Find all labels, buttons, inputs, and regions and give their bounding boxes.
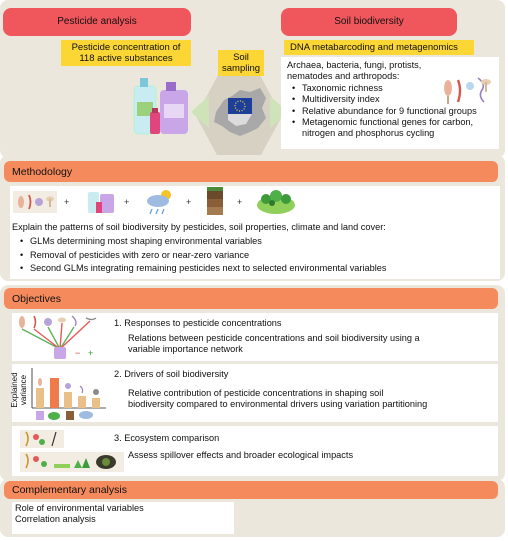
objective-1-description [128,333,420,356]
land-cover-icon [256,187,296,215]
objective-1-heading: 1. Responses to pesticide concentrations [114,318,282,328]
methodology-item: • Removal of pesticides with zero or near-zero variance [20,249,498,263]
objective-1-line1: Relations between pesticide concentrations and soil biodiversity using a [128,333,420,343]
objectives-title: Objectives [4,288,498,309]
organisms-line2: nematodes and arthropods: [287,71,400,82]
pesticide-concentration-tag [61,40,191,66]
soil-profile-icon [205,187,225,215]
plus-sign: + [186,197,192,207]
climate-icon [144,187,176,215]
soil-sampling-tag [218,50,264,76]
metric-item: • Taxonomic richness [292,83,493,94]
methodology-title: Methodology [4,161,498,182]
organisms-mini-icon [13,191,57,213]
metric-item: • Relative abundance for 9 functional groups [292,106,493,117]
pesticide-analysis-title: Pesticide analysis [3,8,191,36]
explained-variance-line2: variance [19,374,28,406]
methodology-item: • Second GLMs integrating remaining pesticides next to selected environmental variables [20,262,498,276]
objective-2-description [128,388,427,411]
organisms-line1: Archaea, bacteria, fungi, protists, [287,60,422,70]
methodology-intro: Explain the patterns of soil biodiversity by pesticides, soil properties, climate and land cover: [12,222,386,232]
dna-metabarcoding-tag: DNA metabarcoding and metagenomics [284,40,474,55]
objective-2-line2: biodiversity compared to environmental drivers using variation partitioning [128,399,428,410]
metric-continuation: nitrogen and phosphorus cycling [302,128,435,139]
complementary-line1: Role of environmental variables [15,503,144,513]
soil-biodiversity-title: Soil biodiversity [281,8,457,36]
objective-2-heading: 2. Drivers of soil biodiversity [114,369,229,379]
objective-1-line2: variable importance network [128,344,243,355]
soil-organisms-icon [440,74,492,106]
variance-partitioning-icon [30,366,110,422]
soil-sampling-line1: Soil [233,52,249,63]
soil-sampling-line2: sampling [222,63,261,74]
complementary-box [12,502,234,534]
objective-2-line1: Relative contribution of pesticide concentrations in shaping soil [128,388,384,398]
objective-3-heading: 3. Ecosystem comparison [114,433,220,443]
explained-variance-label [10,364,28,416]
network-minus-sign: − [75,348,81,358]
metric-item: • Metagenomic functional genes for carbon, [292,117,493,128]
plus-sign: + [64,197,70,207]
pesticide-mini-icon [86,188,116,214]
plus-sign: + [124,197,130,207]
objective-3-description: Assess spillover effects and broader ecological impacts [128,450,354,460]
methodology-text [12,222,498,276]
complementary-line2: Correlation analysis [15,514,96,525]
pesticide-tag-line1: Pesticide concentration of [71,42,181,53]
pesticide-tag-line2: 118 active substances [79,53,173,64]
network-plus-sign: + [88,348,94,358]
methodology-list [20,235,498,276]
pesticide-bottles-icon [132,76,192,138]
methodology-item: • GLMs determining most shaping environmental variables [20,235,498,249]
explained-variance-line1: Explained [10,372,19,408]
plus-sign: + [237,197,243,207]
left-arrow-icon [191,96,209,128]
metric-item: • Multidiversity index [292,94,493,105]
complementary-title: Complementary analysis [4,481,498,499]
europe-map-icon [210,82,270,140]
ecosystem-comparison-icon [18,428,124,474]
